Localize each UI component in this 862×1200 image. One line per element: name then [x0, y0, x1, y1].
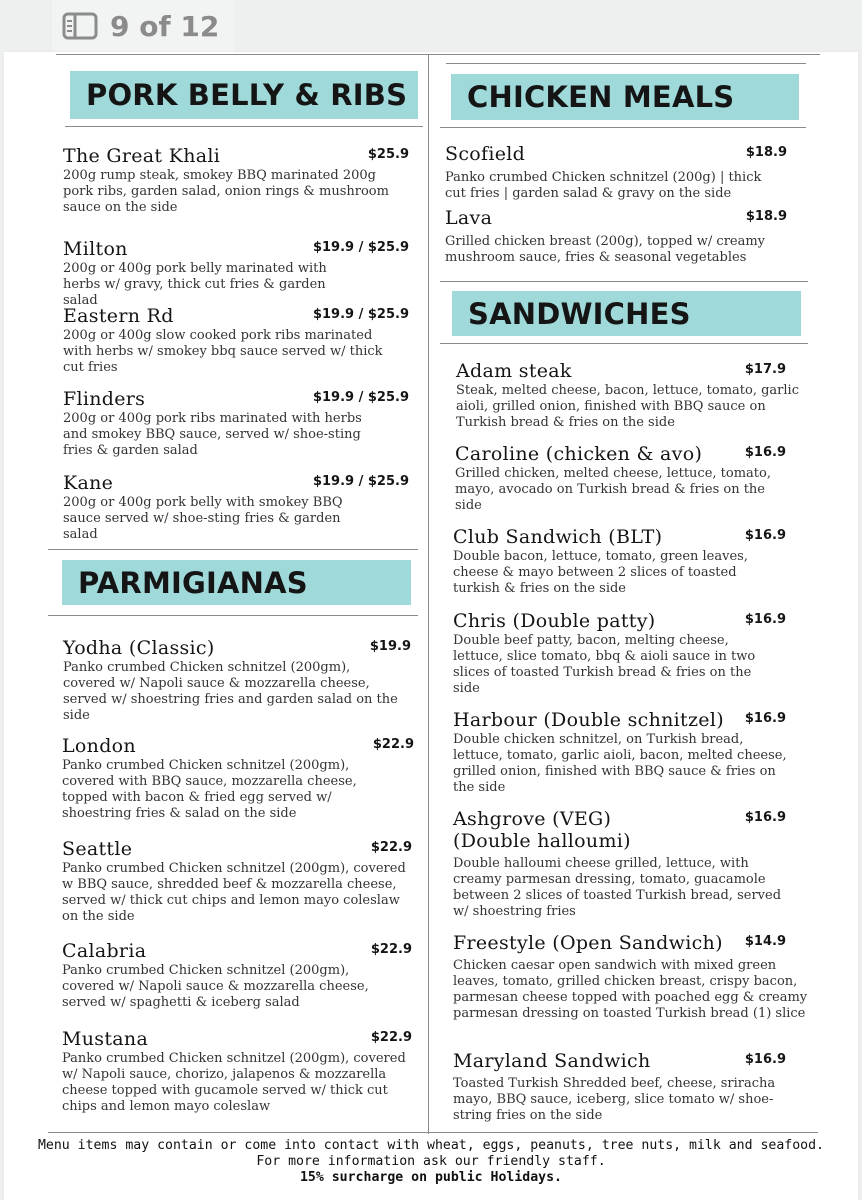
item-description: Panko crumbed Chicken schnitzel (200gm), covered w/ Napoli sauce, chorizo, jalapenos & mozzarella cheese topped with gucamole served w/ thick cut chips and lemon mayo coleslaw: [62, 1051, 406, 1114]
item-description: 200g or 400g pork belly with smokey BBQ sauce served w/ shoe-sting fries & garden salad: [63, 495, 343, 542]
item-price: $22.9: [370, 1030, 412, 1045]
divider: [440, 281, 808, 282]
menu-item: [63, 637, 413, 724]
menu-item: [63, 472, 413, 543]
menu-item: [62, 735, 414, 822]
item-name: Freestyle (Open Sandwich): [453, 932, 723, 954]
divider: [440, 343, 808, 344]
item-name: Club Sandwich (BLT): [453, 526, 663, 548]
menu-item: [63, 238, 413, 309]
item-price: $19.9 / $25.9: [312, 474, 409, 489]
item-description: Panko crumbed Chicken schnitzel (200gm), covered w/ Napoli sauce & mozzarella cheese, served w/ spaghetti & iceberg salad: [62, 963, 369, 1010]
holiday-surcharge-note: 15% surcharge on public Holidays.: [299, 1170, 562, 1185]
section-heading-chicken-meals: CHICKEN MEALS: [451, 74, 799, 120]
menu-item: [62, 838, 414, 925]
item-description: 200g or 400g slow cooked pork ribs marinated with herbs w/ smokey bbq sauce served w/ thick cut fries: [63, 328, 383, 375]
item-description: Grilled chicken breast (200g), topped w/ creamy mushroom sauce, fries & seasonal vegetables: [445, 234, 766, 265]
item-price: $19.9 / $25.9: [312, 390, 409, 405]
menu-item: [453, 1050, 786, 1124]
item-price: $22.9: [370, 942, 412, 957]
allergen-notice: [0, 1138, 862, 1186]
item-name: Flinders: [63, 388, 146, 410]
item-name: Mustana: [62, 1028, 149, 1050]
item-price: $25.9: [367, 147, 409, 162]
item-price: $19.9 / $25.9: [312, 307, 409, 322]
item-price: $16.9: [744, 528, 786, 543]
column-divider: [428, 54, 429, 1134]
divider: [446, 63, 806, 64]
divider: [65, 126, 423, 127]
item-price: $16.9: [744, 445, 786, 460]
item-name: Scofield: [445, 143, 526, 165]
item-name: Chris (Double patty): [453, 610, 656, 632]
item-price: $14.9: [744, 934, 786, 949]
menu-item: [62, 940, 414, 1011]
divider: [48, 1132, 818, 1133]
sidebar-panel-icon[interactable]: [62, 12, 98, 40]
page-number-label: 9 of 12: [110, 9, 220, 43]
item-description: Double halloumi cheese grilled, lettuce, with creamy parmesan dressing, tomato, guacamole between 2 slices of toasted Turkish bread, served w/ shoestring fries: [453, 856, 782, 919]
item-price: $16.9: [744, 612, 786, 627]
item-name: Harbour (Double schnitzel): [453, 709, 724, 731]
item-description: Panko crumbed Chicken schnitzel (200gm), covered with BBQ sauce, mozzarella cheese, topped with bacon & fried egg served w/ shoestring fries & salad on the side: [62, 758, 357, 821]
item-name: Kane: [63, 472, 114, 494]
item-description: Double chicken schnitzel, on Turkish bread, lettuce, tomato, garlic aioli, bacon, melted cheese, grilled onion, finished with BBQ sauce & fries on the side: [453, 732, 787, 795]
menu-item: [445, 143, 787, 202]
menu-item: [453, 610, 786, 697]
menu-item: [453, 808, 786, 920]
item-price: $17.9: [744, 362, 786, 377]
divider: [48, 615, 418, 616]
item-name: London: [62, 735, 136, 757]
menu-item: [453, 709, 786, 796]
item-description: Chicken caesar open sandwich with mixed green leaves, tomato, grilled chicken breast, crispy bacon, parmesan cheese topped with poached egg & creamy parmesan dressing on toasted Turkish bread (1) slice: [453, 958, 808, 1021]
item-name: The Great Khali: [63, 145, 221, 167]
menu-item: [455, 443, 786, 514]
section-heading-sandwiches: SANDWICHES: [452, 291, 801, 336]
item-description: 200g or 400g pork belly marinated with herbs w/ gravy, thick cut fries & garden salad: [63, 261, 327, 308]
page-indicator[interactable]: [52, 0, 234, 52]
menu-item: [62, 1028, 414, 1115]
item-price: $19.9 / $25.9: [312, 240, 409, 255]
item-name: Adam steak: [456, 360, 572, 382]
item-description: Grilled chicken, melted cheese, lettuce, tomato, mayo, avocado on Turkish bread & fries on the side: [455, 466, 771, 513]
item-name: Caroline (chicken & avo): [455, 443, 703, 465]
item-description: Panko crumbed Chicken schnitzel (200gm), covered w BBQ sauce, shredded beef & mozzarella cheese, served w/ thick cut chips and lemon mayo coleslaw on the side: [62, 861, 406, 924]
menu-item: [63, 388, 413, 459]
item-description: 200g rump steak, smokey BBQ marinated 200g pork ribs, garden salad, onion rings & mushroom sauce on the side: [63, 168, 389, 215]
item-name: Yodha (Classic): [63, 637, 215, 659]
section-heading-parmigianas: PARMIGIANAS: [62, 560, 411, 605]
item-price: $18.9: [745, 145, 787, 160]
item-name: Seattle: [62, 838, 133, 860]
item-description: Steak, melted cheese, bacon, lettuce, tomato, garlic aioli, grilled onion, finished with BBQ sauce on Turkish bread & fries on the side: [456, 383, 799, 430]
item-price: $16.9: [744, 810, 786, 825]
item-description: Toasted Turkish Shredded beef, cheese, sriracha mayo, BBQ sauce, iceberg, slice tomato w/ shoe-string fries on the side: [453, 1076, 776, 1123]
item-name: Milton: [63, 238, 128, 260]
menu-item: [63, 145, 413, 216]
divider: [56, 54, 820, 55]
item-price: $19.9: [369, 639, 411, 654]
menu-item: [445, 207, 787, 266]
divider: [48, 549, 418, 550]
item-name: Lava: [445, 207, 493, 229]
menu-item: [63, 305, 413, 376]
menu-item: [453, 932, 808, 1022]
menu-item: [456, 360, 799, 431]
allergen-warning: Menu items may contain or come into contact with wheat, eggs, peanuts, tree nuts, milk and seafood.: [37, 1138, 824, 1153]
item-price: $22.9: [370, 840, 412, 855]
item-description: Panko crumbed Chicken schnitzel (200g) | thick cut fries | garden salad & gravy on the side: [445, 170, 762, 201]
item-description: Double bacon, lettuce, tomato, green leaves, cheese & mayo between 2 slices of toasted turkish & fries on the side: [453, 549, 748, 596]
staff-info-note: For more information ask our friendly staff.: [256, 1154, 606, 1169]
item-description: Double beef patty, bacon, melting cheese, lettuce, slice tomato, bbq & aioli sauce in two slices of toasted Turkish bread & fries on the side: [453, 633, 756, 696]
item-name: Calabria: [62, 940, 147, 962]
section-heading-pork-belly-ribs: PORK BELLY & RIBS: [70, 71, 418, 119]
item-price: $18.9: [745, 209, 787, 224]
item-description: Panko crumbed Chicken schnitzel (200gm), covered w/ Napoli sauce & mozzarella cheese, served w/ shoestring fries and garden salad on the side: [63, 660, 398, 723]
item-price: $16.9: [744, 711, 786, 726]
item-price: $16.9: [744, 1052, 786, 1067]
item-name: Maryland Sandwich: [453, 1050, 651, 1072]
item-name: Eastern Rd: [63, 305, 174, 327]
item-price: $22.9: [372, 737, 414, 752]
item-description: 200g or 400g pork ribs marinated with herbs and smokey BBQ sauce, served w/ shoe-sting fries & garden salad: [63, 411, 362, 458]
item-name: Ashgrove (VEG) (Double halloumi): [453, 808, 631, 852]
menu-item: [453, 526, 786, 597]
divider: [440, 127, 806, 128]
